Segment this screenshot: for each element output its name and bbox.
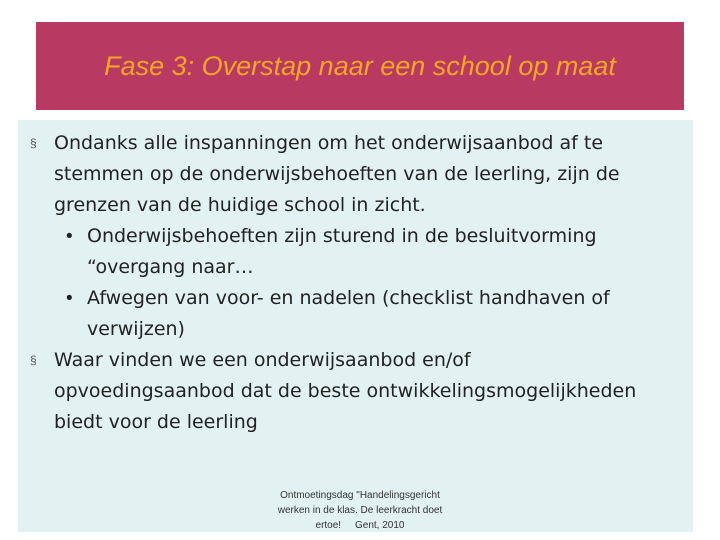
footer-line-1: Ontmoetingsdag "Handelingsgericht <box>280 490 440 501</box>
bullet-2-line-1: Waar vinden we een onderwijsaanbod en/of <box>54 349 471 371</box>
sub-bullet-2-line-2: verwijzen) <box>87 318 185 340</box>
title-banner <box>36 22 684 110</box>
sub-bullet-1-line-2: “overgang naar… <box>87 256 254 278</box>
square-bullet-icon: § <box>30 136 37 150</box>
sub-bullet-2-line-1: Afwegen van voor- en nadelen (checklist handhaven of <box>87 287 610 309</box>
bullet-1-line-3: grenzen van de huidige school in zicht. <box>54 194 426 216</box>
bullet-2-line-2: opvoedingsaanbod dat de beste ontwikkelingsmogelijkheden <box>54 380 637 402</box>
slide-footer <box>250 488 470 533</box>
sub-bullet-1-line-1: Onderwijsbehoeften zijn sturend in de besluitvorming <box>87 225 597 247</box>
square-bullet-icon: § <box>30 353 37 367</box>
bullet-2-line-3: biedt voor de leerling <box>54 411 258 433</box>
bullet-1-line-1: Ondanks alle inspanningen om het onderwijsaanbod af te <box>54 132 604 154</box>
slide-title: Fase 3: Overstap naar een school op maat <box>104 50 616 81</box>
footer-line-2: werken in de klas. De leerkracht doet <box>277 505 443 516</box>
dot-bullet-icon: • <box>66 288 73 309</box>
bullet-1-line-2: stemmen op de onderwijsbehoeften van de leerling, zijn de <box>54 163 620 185</box>
footer-line-3: ertoe! Gent, 2010 <box>315 520 405 531</box>
dot-bullet-icon: • <box>66 226 73 247</box>
